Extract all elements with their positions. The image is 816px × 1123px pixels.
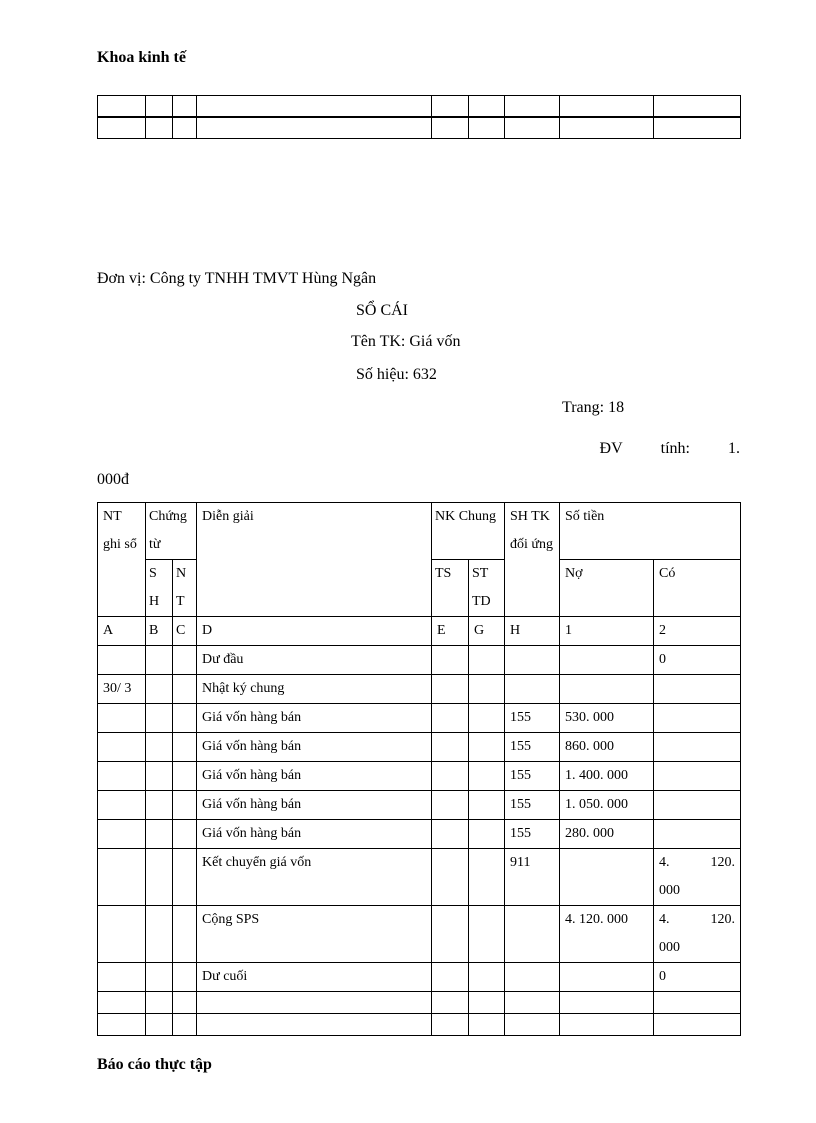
cell-co-part: 4.: [659, 855, 670, 870]
table-row: [98, 849, 741, 906]
cell-no: 860. 000: [560, 733, 654, 762]
currency-unit-word: ĐV: [599, 440, 623, 457]
cell-no: 530. 000: [560, 704, 654, 733]
header-diengiai: Diễn giải: [197, 503, 432, 617]
empty-row: [98, 1014, 741, 1036]
cell-shtk: 155: [505, 704, 560, 733]
page-footer: Báo cáo thực tập: [97, 1056, 212, 1073]
page-number: Trang: 18: [562, 399, 625, 416]
cell-nt: [98, 820, 146, 849]
currency-unit: [97, 440, 740, 458]
cell-shtk: 155: [505, 733, 560, 762]
table-row: [98, 675, 741, 704]
cell-desc: Giá vốn hàng bán: [197, 820, 432, 849]
cell-no: 1. 400. 000: [560, 762, 654, 791]
cell-co-part: 120.: [710, 912, 735, 927]
cell-desc: Kết chuyển giá vốn: [197, 849, 432, 906]
code-cell: D: [197, 617, 432, 646]
cell-nt: [98, 762, 146, 791]
page-header: Khoa kinh tế: [97, 49, 186, 66]
cell-desc: Dư cuối: [197, 963, 432, 992]
code-row: [98, 617, 741, 646]
code-cell: A: [98, 617, 146, 646]
cell-co-part: 120.: [710, 855, 735, 870]
header-chungtu: Chứng từ: [146, 503, 197, 560]
table-row: [98, 646, 741, 675]
cell-desc: Cộng SPS: [197, 906, 432, 963]
cell-shtk: [505, 675, 560, 704]
code-cell: C: [173, 617, 197, 646]
cell-co: [654, 791, 741, 820]
account-name: Tên TK: Giá vốn: [351, 333, 461, 350]
cell-desc: Nhật ký chung: [197, 675, 432, 704]
table-row: [98, 820, 741, 849]
header-sh: S H: [146, 560, 173, 617]
ledger-title: SỔ CÁI: [356, 302, 409, 319]
table-row: [98, 906, 741, 963]
cell-no: 280. 000: [560, 820, 654, 849]
table-row: [98, 762, 741, 791]
code-cell: 2: [654, 617, 741, 646]
header-nt2: N T: [173, 560, 197, 617]
cell-co: 0: [654, 646, 741, 675]
cell-co: [654, 675, 741, 704]
cell-nt: [98, 963, 146, 992]
cell-shtk: 155: [505, 762, 560, 791]
cell-nt: [98, 733, 146, 762]
cell-desc: Giá vốn hàng bán: [197, 704, 432, 733]
cell-shtk: 155: [505, 791, 560, 820]
cell-nt: [98, 646, 146, 675]
cell-co-part: 4.: [659, 912, 670, 927]
blank-row: [98, 117, 741, 139]
cell-co: 0: [654, 963, 741, 992]
header-shtk: SH TK đối ứng: [505, 503, 560, 617]
header-nt: NT ghi sổ: [98, 503, 146, 617]
cell-co-part: 000: [659, 883, 680, 898]
header-sotien: Số tiền: [560, 503, 741, 560]
empty-row: [98, 992, 741, 1014]
code-cell: E: [432, 617, 469, 646]
cell-no: [560, 646, 654, 675]
cell-nt: 30/ 3: [98, 675, 146, 704]
cell-shtk: [505, 906, 560, 963]
cell-co: [654, 849, 741, 906]
cell-shtk: [505, 646, 560, 675]
cell-shtk: 911: [505, 849, 560, 906]
cell-shtk: 155: [505, 820, 560, 849]
cell-nt: [98, 791, 146, 820]
currency-unit-word: tính:: [660, 440, 690, 457]
cell-nt: [98, 906, 146, 963]
cell-nt: [98, 704, 146, 733]
header-no: Nợ: [560, 560, 654, 617]
header-blank-table: [97, 95, 741, 139]
cell-desc: Giá vốn hàng bán: [197, 733, 432, 762]
code-cell: G: [469, 617, 505, 646]
table-row: [98, 733, 741, 762]
cell-co: [654, 906, 741, 963]
blank-row: [98, 96, 741, 118]
cell-no: 4. 120. 000: [560, 906, 654, 963]
currency-unit-continued: 000đ: [97, 471, 129, 488]
header-co: Có: [654, 560, 741, 617]
cell-co-part: 000: [659, 940, 680, 955]
cell-desc: Giá vốn hàng bán: [197, 791, 432, 820]
code-cell: H: [505, 617, 560, 646]
cell-co: [654, 704, 741, 733]
cell-shtk: [505, 963, 560, 992]
cell-desc: Dư đầu: [197, 646, 432, 675]
currency-unit-word: 1.: [728, 440, 740, 457]
table-row: [98, 963, 741, 992]
cell-no: 1. 050. 000: [560, 791, 654, 820]
cell-no: [560, 849, 654, 906]
cell-co: [654, 820, 741, 849]
cell-co: [654, 733, 741, 762]
header-ts: TS: [432, 560, 469, 617]
cell-no: [560, 963, 654, 992]
table-row: [98, 791, 741, 820]
code-cell: B: [146, 617, 173, 646]
account-number: Số hiệu: 632: [356, 366, 437, 383]
company-unit: Đơn vị: Công ty TNHH TMVT Hùng Ngân: [97, 270, 377, 287]
code-cell: 1: [560, 617, 654, 646]
header-row: [98, 503, 741, 560]
cell-co: [654, 762, 741, 791]
cell-nt: [98, 849, 146, 906]
header-sttd: ST TD: [469, 560, 505, 617]
ledger-table: [97, 502, 741, 1036]
cell-no: [560, 675, 654, 704]
cell-desc: Giá vốn hàng bán: [197, 762, 432, 791]
table-row: [98, 704, 741, 733]
header-nkchung: NK Chung: [432, 503, 505, 560]
